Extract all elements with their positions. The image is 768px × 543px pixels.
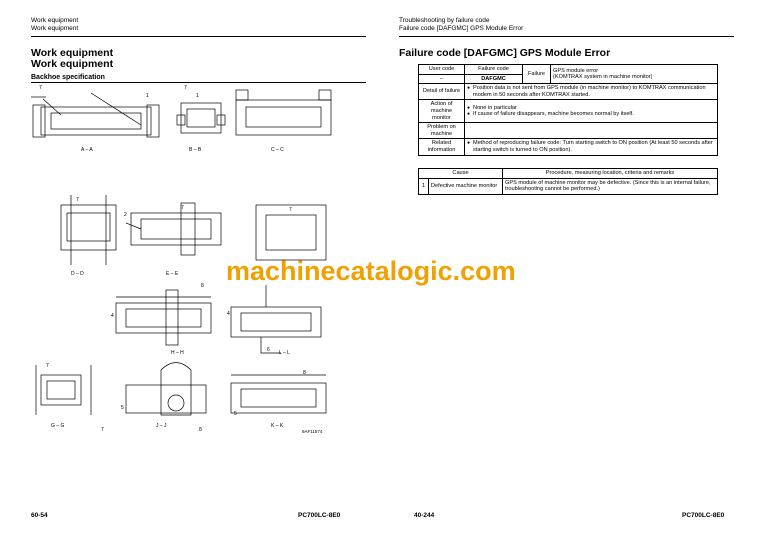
label-b-b: B – B	[189, 147, 202, 153]
header-rule	[31, 36, 366, 37]
label-g-g: G – G	[51, 423, 65, 429]
label-a-a: A – A	[81, 147, 93, 153]
row-item: Position data is not sent from GPS module (in machine monitor) to KOMTRAX communication modem in 50 seconds after KOMTRAX started.	[473, 85, 706, 98]
cause-number: 1	[419, 178, 429, 194]
page-number: 40-244	[414, 512, 435, 519]
callout: 7	[184, 85, 187, 91]
callout: 5	[121, 405, 124, 411]
label-j-j: J – J	[156, 423, 167, 429]
label-k-k: K – K	[271, 423, 284, 429]
callout: 7	[181, 205, 184, 211]
section-c-c-drawing	[236, 90, 331, 135]
failure-code-table	[418, 64, 718, 156]
row-label: Detail of failure	[419, 84, 465, 100]
row-item: If cause of failure disappears, machine becomes normal by itself.	[473, 111, 634, 118]
row-content	[465, 123, 718, 139]
failure-code-value: DAFGMC	[465, 74, 523, 84]
callout: 4	[111, 313, 114, 319]
running-header	[31, 17, 78, 33]
failure-code-label: Failure code	[465, 65, 523, 75]
cause-table	[418, 168, 718, 195]
model-number: PC700LC-8E0	[298, 512, 341, 519]
callout: 7	[101, 427, 104, 433]
user-code-value: –	[419, 74, 465, 84]
callout: 4	[227, 311, 230, 317]
row-item: None in particular	[473, 104, 517, 111]
callout: 7	[289, 207, 292, 213]
section-title: Failure code [DAFGMC] GPS Module Error	[399, 47, 611, 59]
callout: 7	[76, 197, 79, 203]
row-item: Method of reproducing failure code: Turn starting switch to ON position (At least 50 seconds after starting switch is turned to ON position).	[473, 140, 713, 153]
cause-header: Cause	[419, 169, 503, 179]
callout: 8	[201, 283, 204, 289]
callout: 8	[303, 370, 306, 376]
callout: 5	[234, 411, 237, 417]
cause-text: Defective machine monitor	[429, 178, 503, 194]
figure-id: 9AF11574	[302, 429, 323, 434]
running-header	[399, 17, 523, 33]
row-label: Related information	[419, 139, 465, 155]
procedure-header: Procedure, measuring location, criteria and remarks	[503, 169, 718, 179]
page-number: 60-54	[31, 512, 48, 519]
callout: 6	[267, 347, 270, 353]
label-h-h: H – H	[171, 350, 184, 356]
section-b-b-drawing	[177, 103, 225, 133]
label-d-d: D – D	[71, 271, 84, 277]
section-k-k-drawing	[231, 375, 326, 413]
section-subtitle: Work equipment	[31, 58, 114, 70]
row-content: ● None in particular ● If cause of failure disappears, machine becomes normal by itself.	[465, 100, 718, 123]
failure-description: GPS module error (KOMTRAX system in machine monitor)	[551, 65, 718, 84]
callout: 1	[196, 93, 199, 99]
section-d-d-drawing	[61, 195, 116, 265]
section-h-h-drawing	[116, 290, 211, 345]
label-c-c: C – C	[271, 147, 284, 153]
section-g-g-drawing	[36, 365, 91, 415]
row-label: Action of machine monitor	[419, 100, 465, 123]
row-label: Problem on machine	[419, 123, 465, 139]
section-bracket-drawing	[256, 205, 326, 260]
callout: 8	[199, 427, 202, 433]
section-j-j-drawing	[126, 363, 206, 416]
title-rule	[31, 82, 366, 83]
row-content: ● Position data is not sent from GPS module (in machine monitor) to KOMTRAX communication modem in 50 seconds after KOMTRAX started.	[465, 84, 718, 100]
section-a-a-drawing	[31, 93, 159, 137]
label-l-l: L – L	[279, 350, 290, 356]
header-line-2: Work equipment	[31, 25, 79, 32]
header-line-1: Troubleshooting by failure code	[399, 17, 490, 24]
header-rule	[399, 36, 734, 37]
callout: 2	[124, 212, 127, 218]
model-number: PC700LC-8E0	[682, 512, 725, 519]
section-l-l-drawing	[231, 285, 321, 353]
callout: 7	[46, 363, 49, 369]
user-code-label: User code	[419, 65, 465, 75]
label-e-e: E – E	[166, 271, 179, 277]
header-line-2: Failure code [DAFGMC] GPS Module Error	[399, 25, 524, 32]
failure-label: Failure	[523, 65, 551, 84]
procedure-text: GPS module of machine monitor may be defective. (Since this is an internal failure, troubleshooting cannot be performed.)	[503, 178, 718, 194]
row-content: ● Method of reproducing failure code: Turn starting switch to ON position (At least 50 seconds after starting switch is turned to ON position).	[465, 139, 718, 155]
header-line-1: Work equipment	[31, 17, 79, 24]
section-title: Work equipment	[31, 47, 114, 59]
spec-title: Backhoe specification	[31, 74, 105, 81]
section-e-e-drawing	[126, 203, 221, 255]
callout: 7	[39, 85, 42, 91]
watermark: machinecatalogic.com	[226, 256, 516, 286]
callout: 1	[146, 93, 149, 99]
